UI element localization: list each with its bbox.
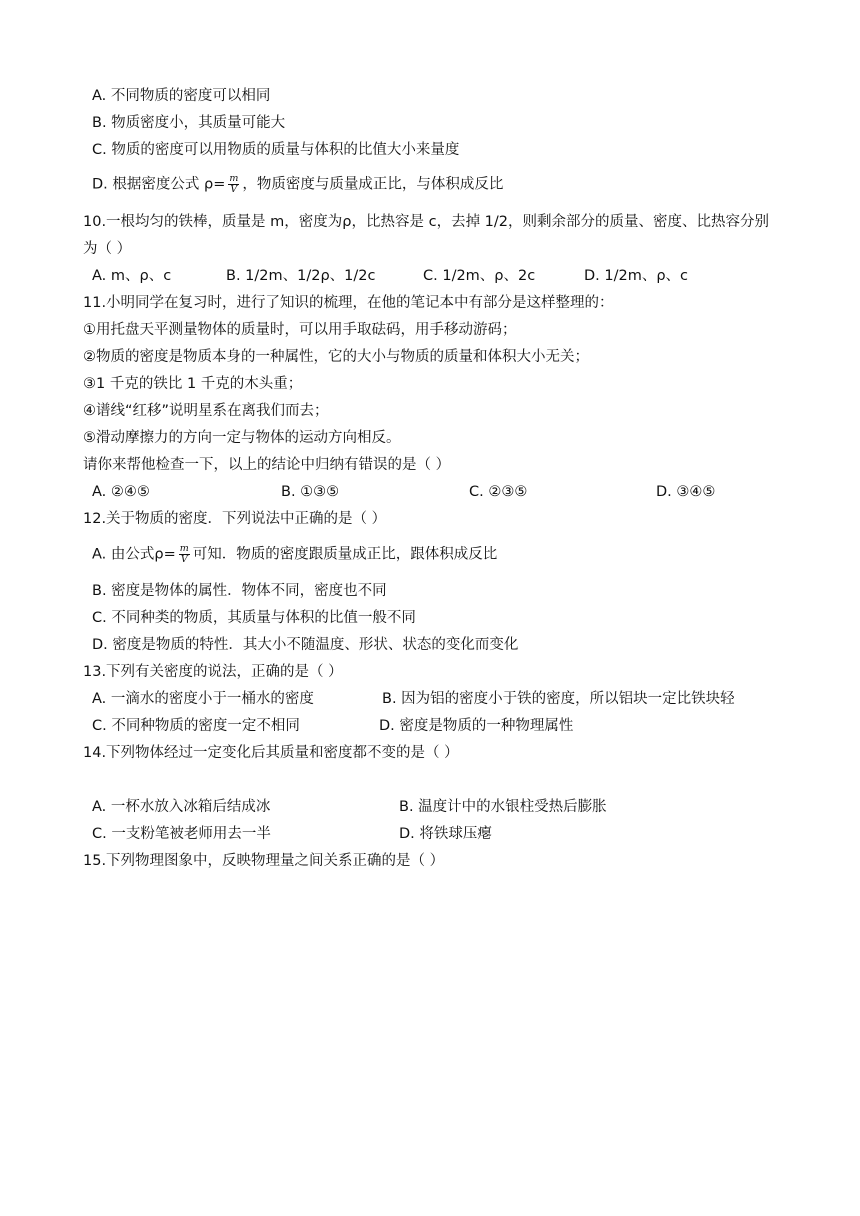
q14-option-d: D. 将铁球压瘪 — [399, 826, 492, 842]
q10-option-b: B. 1/2m、1/2ρ、1/2c — [226, 268, 376, 284]
q11-option-b: B. ①③⑤ — [281, 484, 340, 500]
q11-option-d: D. ③④⑤ — [656, 484, 716, 500]
q15-stem: 15.下列物理图象中，反映物理量之间关系正确的是（ ） — [83, 853, 445, 869]
fraction-numerator: m — [179, 543, 189, 554]
q11-item-5: ⑤滑动摩擦力的方向一定与物体的运动方向相反。 — [83, 430, 401, 446]
q10-stem-line1: 10.一根均匀的铁棒，质量是 m，密度为ρ，比热容是 c，去掉 1/2，则剩余部分的质量、密度、比热容分别 — [83, 214, 770, 230]
q13-option-d: D. 密度是物质的一种物理属性 — [379, 718, 574, 734]
fraction-numerator: m — [229, 173, 239, 184]
q11-prompt: 请你来帮他检查一下，以上的结论中归纳有错误的是（ ） — [83, 457, 451, 473]
q12-option-b: B. 密度是物体的属性．物体不同，密度也不同 — [92, 583, 387, 599]
q14-option-c: C. 一支粉笔被老师用去一半 — [92, 826, 271, 842]
q12-option-c: C. 不同种类的物质，其质量与体积的比值一般不同 — [92, 610, 416, 626]
q9-option-c: C. 物质的密度可以用物质的质量与体积的比值大小来量度 — [92, 142, 460, 158]
q12-option-d: D. 密度是物质的特性．其大小不随温度、形状、状态的变化而变化 — [92, 637, 519, 653]
q10-option-a: A. m、ρ、c — [92, 268, 172, 284]
q9-option-d-suffix: ，物质密度与质量成正比，与体积成反比 — [242, 176, 504, 193]
q9-option-d-prefix: D. 根据密度公式 ρ= — [92, 176, 226, 193]
q11-item-4: ④谱线“红移”说明星系在离我们而去； — [83, 403, 329, 419]
q11-item-2: ②物质的密度是物质本身的一种属性，它的大小与物质的质量和体积大小无关； — [83, 349, 589, 365]
density-formula-fraction — [179, 544, 190, 565]
q11-stem: 11.小明同学在复习时，进行了知识的梳理，在他的笔记本中有部分是这样整理的： — [83, 295, 614, 311]
q10-option-c: C. 1/2m、ρ、2c — [423, 268, 536, 284]
q14-stem: 14.下列物体经过一定变化后其质量和密度都不变的是（ ） — [83, 745, 459, 761]
q14-option-a: A. 一杯水放入冰箱后结成冰 — [92, 799, 271, 815]
q12-stem: 12.关于物质的密度．下列说法中正确的是（ ） — [83, 511, 387, 527]
q12-option-a — [92, 544, 497, 565]
q9-option-a: A. 不同物质的密度可以相同 — [92, 88, 271, 104]
q10-stem-line2: 为（ ） — [83, 241, 132, 257]
fraction-denominator: V — [230, 184, 238, 195]
q12-option-a-prefix: A. 由公式ρ= — [92, 546, 176, 563]
q12-option-a-suffix: 可知．物质的密度跟质量成正比，跟体积成反比 — [192, 546, 498, 563]
q10-option-d: D. 1/2m、ρ、c — [584, 268, 689, 284]
q11-item-3: ③1 千克的铁比 1 千克的木头重； — [83, 376, 303, 392]
density-formula-fraction — [228, 174, 239, 195]
q11-option-c: C. ②③⑤ — [469, 484, 528, 500]
fraction-denominator: V — [180, 554, 188, 565]
q9-option-b: B. 物质密度小，其质量可能大 — [92, 115, 286, 131]
q14-option-b: B. 温度计中的水银柱受热后膨胀 — [399, 799, 607, 815]
q13-option-b: B. 因为铝的密度小于铁的密度，所以铝块一定比铁块轻 — [382, 691, 735, 707]
q9-option-d — [92, 174, 503, 195]
q11-item-1: ①用托盘天平测量物体的质量时，可以用手取砝码，用手移动游码； — [83, 322, 517, 338]
q13-stem: 13.下列有关密度的说法，正确的是（ ） — [83, 664, 343, 680]
q13-option-c: C. 不同种物质的密度一定不相同 — [92, 718, 300, 734]
q11-option-a: A. ②④⑤ — [92, 484, 150, 500]
q13-option-a: A. 一滴水的密度小于一桶水的密度 — [92, 691, 314, 707]
